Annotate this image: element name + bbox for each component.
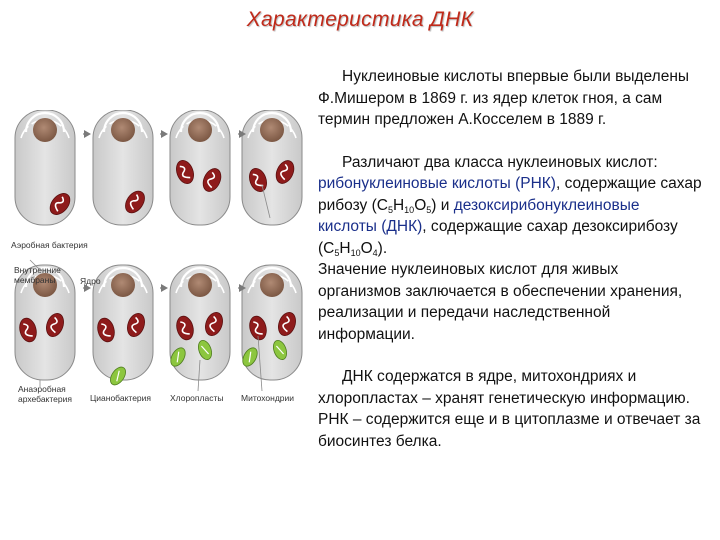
classes-intro: Различают два класса нуклеиновых кислот: (342, 153, 658, 171)
paragraph-location: ДНК содержатся в ядре, митохондриях и хлоропластах – хранят генетическую информацию. РНК – содержится еще и в цитоплазме и отвечает за биосинтез белка. (318, 368, 701, 450)
cell-row1-2 (93, 110, 153, 225)
chloroplasts-label: Хлоропласты (170, 393, 224, 403)
mitochondria-label: Митохондрии (241, 393, 295, 403)
deoxyribose-text: , содержащие сахар дезоксирибозу (С (318, 218, 678, 257)
subscript: 4 (372, 247, 378, 258)
formula-part: Н (339, 239, 351, 257)
nucleus (260, 273, 284, 297)
paragraph-classes (318, 152, 702, 260)
subscript: 10 (404, 204, 415, 215)
aerobic-bacteria-label: Аэробная бактерия (11, 240, 88, 250)
inner-membranes-label: Внутренние мембраны (14, 265, 61, 285)
nucleus (260, 118, 284, 142)
paragraph-significance: Значение нуклеиновых кислот для живых организмов заключается в обеспечении хранения, реализации и передачи наследственной информации. (318, 261, 683, 343)
dna-term: дезоксирибонуклеиновые кислоты (ДНК) (318, 196, 640, 235)
paragraph-discovery: Нуклеиновые кислоты впервые были выделены Ф.Мишером в 1869 г. из ядер клеток гноя, а сам термин предложен А.Косселем в 1889 г. (318, 68, 690, 128)
formula-part: О (414, 196, 427, 214)
nucleus (111, 273, 135, 297)
nucleus (33, 118, 57, 142)
nucleus (188, 118, 212, 142)
subscript: 5 (426, 204, 432, 215)
formula-part: ). (377, 239, 388, 257)
nucleus (188, 273, 212, 297)
rna-term: рибонуклеиновые кислоты (РНК) (318, 175, 556, 192)
conjunction-text: ) и (431, 196, 454, 214)
subscript: 5 (387, 204, 393, 215)
slide-title: Характеристика ДНК (246, 8, 474, 31)
cyanobacteria-label: Цианобактерия (90, 393, 152, 403)
ribose-text: , содержащие сахар рибозу (С (318, 175, 702, 214)
arrow-head (84, 130, 91, 138)
nucleus-label: Ядро (80, 276, 101, 286)
subscript: 5 (334, 247, 340, 258)
formula-part: О (360, 239, 373, 257)
subscript: 10 (350, 247, 361, 258)
nucleus (111, 118, 135, 142)
formula-part: Н (392, 196, 405, 214)
anaerobic-archaebacteria-label: Анаэробная архебактерия (18, 384, 72, 404)
arrow-head (161, 284, 168, 292)
body-text (318, 66, 702, 452)
arrow-head (161, 130, 168, 138)
endosymbiosis-diagram (0, 110, 315, 410)
